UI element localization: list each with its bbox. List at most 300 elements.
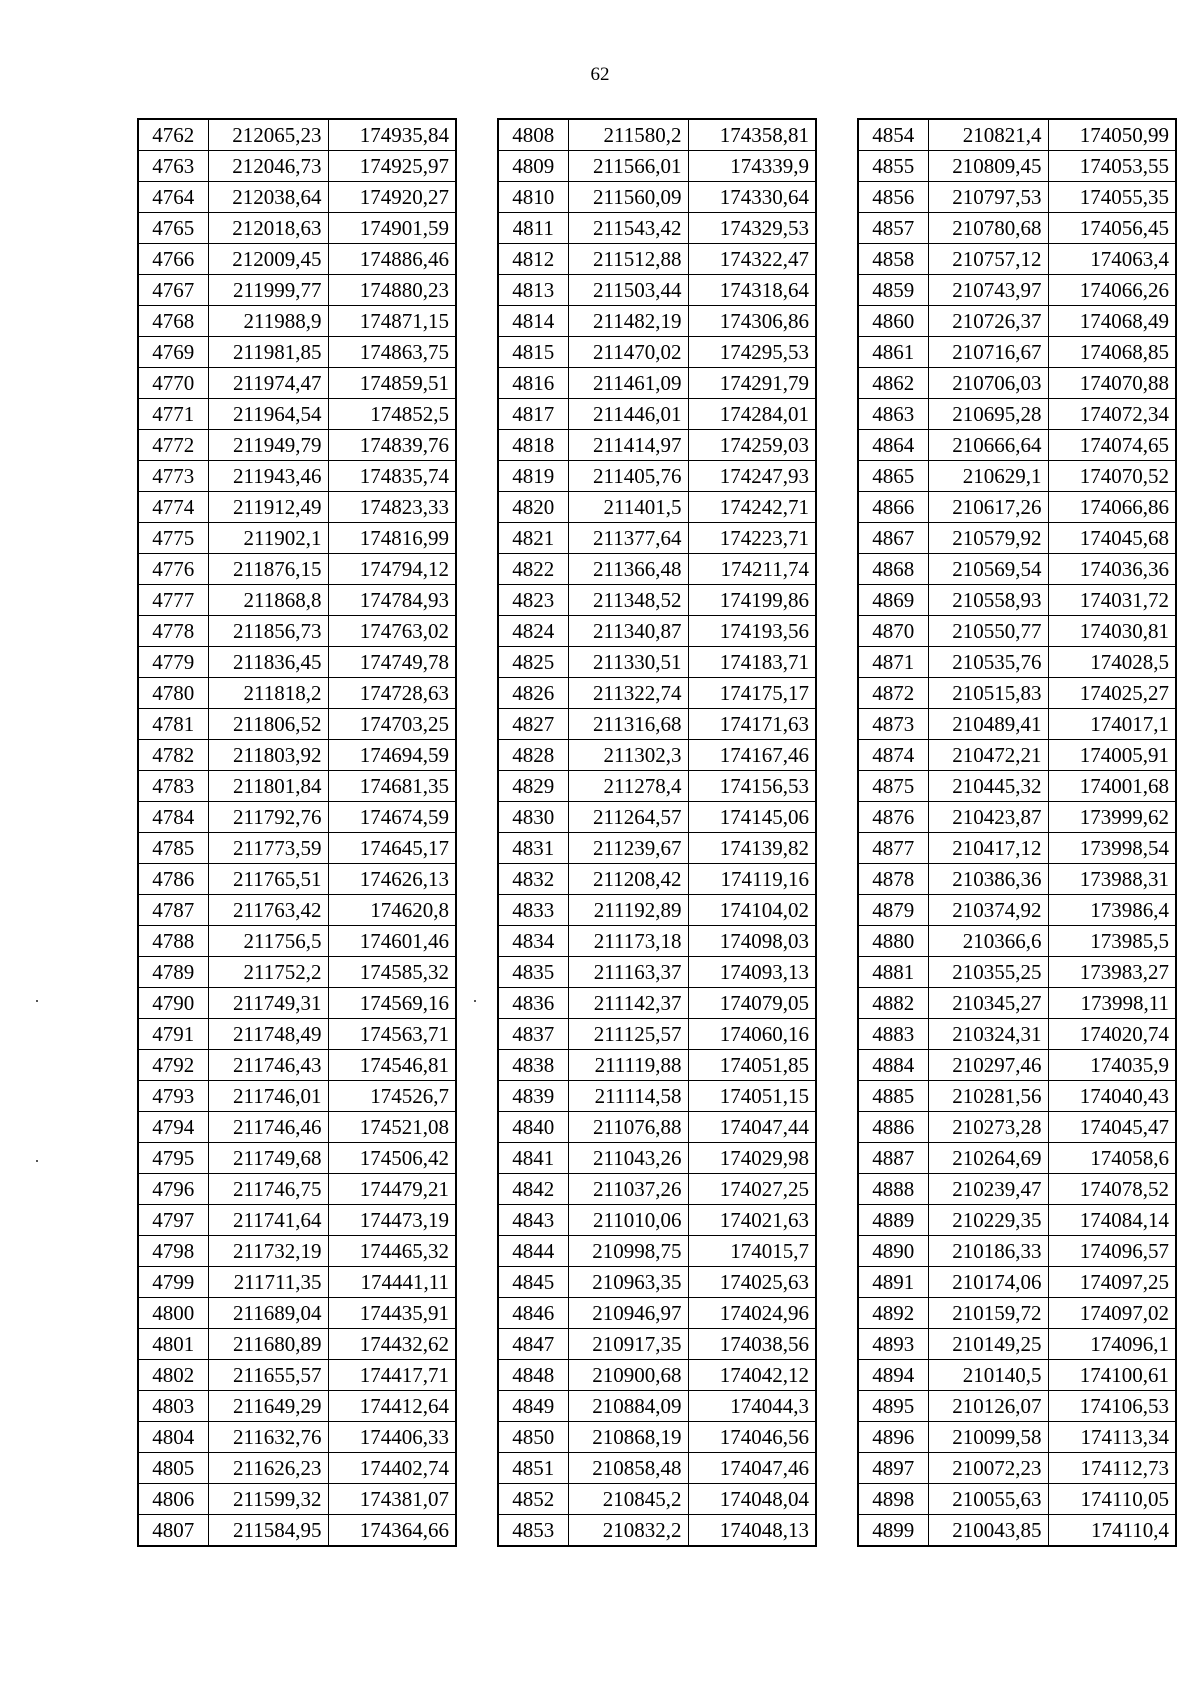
- point-number-cell: 4875: [858, 771, 928, 802]
- x-coordinate-cell: 211836,45: [208, 647, 328, 678]
- table-row: [498, 895, 816, 926]
- x-coordinate-cell: 211748,49: [208, 1019, 328, 1050]
- point-number-cell: 4802: [138, 1360, 208, 1391]
- x-coordinate-cell: 210868,19: [568, 1422, 688, 1453]
- table-row: [858, 1143, 1176, 1174]
- y-coordinate-cell: 174066,26: [1048, 275, 1176, 306]
- table-row: [858, 306, 1176, 337]
- x-coordinate-cell: 211902,1: [208, 523, 328, 554]
- x-coordinate-cell: 210055,63: [928, 1484, 1048, 1515]
- x-coordinate-cell: 210126,07: [928, 1391, 1048, 1422]
- x-coordinate-cell: 211949,79: [208, 430, 328, 461]
- table-row: [498, 926, 816, 957]
- x-coordinate-cell: 211512,88: [568, 244, 688, 275]
- table-row: [498, 461, 816, 492]
- y-coordinate-cell: 174053,55: [1048, 151, 1176, 182]
- x-coordinate-cell: 212046,73: [208, 151, 328, 182]
- page-number: 62: [590, 64, 610, 85]
- point-number-cell: 4838: [498, 1050, 568, 1081]
- table-row: [498, 647, 816, 678]
- table-row: [138, 1484, 456, 1515]
- y-coordinate-cell: 174626,13: [328, 864, 456, 895]
- x-coordinate-cell: 211566,01: [568, 151, 688, 182]
- y-coordinate-cell: 174110,05: [1048, 1484, 1176, 1515]
- point-number-cell: 4792: [138, 1050, 208, 1081]
- x-coordinate-cell: 210229,35: [928, 1205, 1048, 1236]
- x-coordinate-cell: 210099,58: [928, 1422, 1048, 1453]
- table-row: [138, 740, 456, 771]
- x-coordinate-cell: 211765,51: [208, 864, 328, 895]
- table-row: [498, 1236, 816, 1267]
- x-coordinate-cell: 210900,68: [568, 1360, 688, 1391]
- point-number-cell: 4799: [138, 1267, 208, 1298]
- x-coordinate-cell: 210423,87: [928, 802, 1048, 833]
- y-coordinate-cell: 174027,25: [688, 1174, 816, 1205]
- y-coordinate-cell: 174047,44: [688, 1112, 816, 1143]
- x-coordinate-cell: 211964,54: [208, 399, 328, 430]
- x-coordinate-cell: 211818,2: [208, 678, 328, 709]
- y-coordinate-cell: 174042,12: [688, 1360, 816, 1391]
- y-coordinate-cell: 174794,12: [328, 554, 456, 585]
- y-coordinate-cell: 174031,72: [1048, 585, 1176, 616]
- x-coordinate-cell: 211405,76: [568, 461, 688, 492]
- y-coordinate-cell: 174506,42: [328, 1143, 456, 1174]
- point-number-cell: 4790: [138, 988, 208, 1019]
- point-number-cell: 4898: [858, 1484, 928, 1515]
- y-coordinate-cell: 174569,16: [328, 988, 456, 1019]
- point-number-cell: 4839: [498, 1081, 568, 1112]
- y-coordinate-cell: 174247,93: [688, 461, 816, 492]
- x-coordinate-cell: 210297,46: [928, 1050, 1048, 1081]
- x-coordinate-cell: 211711,35: [208, 1267, 328, 1298]
- x-coordinate-cell: 211741,64: [208, 1205, 328, 1236]
- table-row: [498, 1174, 816, 1205]
- x-coordinate-cell: 210550,77: [928, 616, 1048, 647]
- table-row: [858, 895, 1176, 926]
- point-number-cell: 4886: [858, 1112, 928, 1143]
- y-coordinate-cell: 174112,73: [1048, 1453, 1176, 1484]
- point-number-cell: 4823: [498, 585, 568, 616]
- point-number-cell: 4776: [138, 554, 208, 585]
- x-coordinate-cell: 211043,26: [568, 1143, 688, 1174]
- x-coordinate-cell: 211999,77: [208, 275, 328, 306]
- point-number-cell: 4881: [858, 957, 928, 988]
- point-number-cell: 4770: [138, 368, 208, 399]
- y-coordinate-cell: 174097,02: [1048, 1298, 1176, 1329]
- point-number-cell: 4872: [858, 678, 928, 709]
- table-row: [138, 1453, 456, 1484]
- x-coordinate-cell: 211330,51: [568, 647, 688, 678]
- y-coordinate-cell: 174038,56: [688, 1329, 816, 1360]
- table-row: [138, 1236, 456, 1267]
- y-coordinate-cell: 173986,4: [1048, 895, 1176, 926]
- point-number-cell: 4834: [498, 926, 568, 957]
- x-coordinate-cell: 211584,95: [208, 1515, 328, 1547]
- point-number-cell: 4841: [498, 1143, 568, 1174]
- y-coordinate-cell: 174063,4: [1048, 244, 1176, 275]
- x-coordinate-cell: 211655,57: [208, 1360, 328, 1391]
- x-coordinate-cell: 210374,92: [928, 895, 1048, 926]
- table-row: [138, 616, 456, 647]
- y-coordinate-cell: 174070,88: [1048, 368, 1176, 399]
- table-row: [858, 554, 1176, 585]
- point-number-cell: 4829: [498, 771, 568, 802]
- y-coordinate-cell: 174045,68: [1048, 523, 1176, 554]
- x-coordinate-cell: 210617,26: [928, 492, 1048, 523]
- y-coordinate-cell: 174005,91: [1048, 740, 1176, 771]
- x-coordinate-cell: 210821,4: [928, 119, 1048, 151]
- x-coordinate-cell: 211401,5: [568, 492, 688, 523]
- point-number-cell: 4853: [498, 1515, 568, 1547]
- x-coordinate-cell: 211689,04: [208, 1298, 328, 1329]
- point-number-cell: 4877: [858, 833, 928, 864]
- table-row: [858, 523, 1176, 554]
- table-row: [498, 833, 816, 864]
- y-coordinate-cell: 174546,81: [328, 1050, 456, 1081]
- y-coordinate-cell: 174171,63: [688, 709, 816, 740]
- x-coordinate-cell: 210963,35: [568, 1267, 688, 1298]
- x-coordinate-cell: 211876,15: [208, 554, 328, 585]
- y-coordinate-cell: 174901,59: [328, 213, 456, 244]
- point-number-cell: 4789: [138, 957, 208, 988]
- point-number-cell: 4854: [858, 119, 928, 151]
- y-coordinate-cell: 174035,9: [1048, 1050, 1176, 1081]
- point-number-cell: 4767: [138, 275, 208, 306]
- y-coordinate-cell: 174020,74: [1048, 1019, 1176, 1050]
- point-number-cell: 4874: [858, 740, 928, 771]
- table-row: [138, 1019, 456, 1050]
- point-number-cell: 4813: [498, 275, 568, 306]
- x-coordinate-cell: 211752,2: [208, 957, 328, 988]
- y-coordinate-cell: 174585,32: [328, 957, 456, 988]
- x-coordinate-cell: 210273,28: [928, 1112, 1048, 1143]
- y-coordinate-cell: 174417,71: [328, 1360, 456, 1391]
- x-coordinate-cell: 211173,18: [568, 926, 688, 957]
- x-coordinate-cell: 210998,75: [568, 1236, 688, 1267]
- point-number-cell: 4800: [138, 1298, 208, 1329]
- y-coordinate-cell: 173998,11: [1048, 988, 1176, 1019]
- table-row: [498, 213, 816, 244]
- y-coordinate-cell: 174025,63: [688, 1267, 816, 1298]
- table-row: [858, 740, 1176, 771]
- point-number-cell: 4843: [498, 1205, 568, 1236]
- table-row: [858, 1360, 1176, 1391]
- table-row: [498, 275, 816, 306]
- point-number-cell: 4837: [498, 1019, 568, 1050]
- table-row: [858, 182, 1176, 213]
- x-coordinate-cell: 210569,54: [928, 554, 1048, 585]
- point-number-cell: 4890: [858, 1236, 928, 1267]
- point-number-cell: 4857: [858, 213, 928, 244]
- table-row: [138, 306, 456, 337]
- point-number-cell: 4864: [858, 430, 928, 461]
- y-coordinate-cell: 174104,02: [688, 895, 816, 926]
- point-number-cell: 4885: [858, 1081, 928, 1112]
- point-number-cell: 4812: [498, 244, 568, 275]
- table-row: [138, 1205, 456, 1236]
- table-row: [858, 1050, 1176, 1081]
- y-coordinate-cell: 174028,5: [1048, 647, 1176, 678]
- table-row: [858, 275, 1176, 306]
- point-number-cell: 4852: [498, 1484, 568, 1515]
- x-coordinate-cell: 210366,6: [928, 926, 1048, 957]
- y-coordinate-cell: 174259,03: [688, 430, 816, 461]
- table-row: [498, 337, 816, 368]
- point-number-cell: 4844: [498, 1236, 568, 1267]
- point-number-cell: 4766: [138, 244, 208, 275]
- point-number-cell: 4782: [138, 740, 208, 771]
- y-coordinate-cell: 174110,4: [1048, 1515, 1176, 1547]
- table-row: [498, 244, 816, 275]
- scan-speck: [474, 1000, 476, 1002]
- x-coordinate-cell: 211632,76: [208, 1422, 328, 1453]
- x-coordinate-cell: 210706,03: [928, 368, 1048, 399]
- x-coordinate-cell: 211482,19: [568, 306, 688, 337]
- point-number-cell: 4871: [858, 647, 928, 678]
- x-coordinate-cell: 211773,59: [208, 833, 328, 864]
- x-coordinate-cell: 211988,9: [208, 306, 328, 337]
- x-coordinate-cell: 211680,89: [208, 1329, 328, 1360]
- y-coordinate-cell: 174925,97: [328, 151, 456, 182]
- x-coordinate-cell: 211163,37: [568, 957, 688, 988]
- point-number-cell: 4796: [138, 1174, 208, 1205]
- point-number-cell: 4821: [498, 523, 568, 554]
- table-row: [498, 1422, 816, 1453]
- x-coordinate-cell: 211316,68: [568, 709, 688, 740]
- table-row: [858, 1422, 1176, 1453]
- point-number-cell: 4851: [498, 1453, 568, 1484]
- coordinates-table-1: [137, 118, 457, 1547]
- x-coordinate-cell: 211366,48: [568, 554, 688, 585]
- y-coordinate-cell: 174406,33: [328, 1422, 456, 1453]
- table-row: [138, 1112, 456, 1143]
- y-coordinate-cell: 174521,08: [328, 1112, 456, 1143]
- y-coordinate-cell: 174886,46: [328, 244, 456, 275]
- table-row: [138, 709, 456, 740]
- table-row: [858, 368, 1176, 399]
- y-coordinate-cell: 174318,64: [688, 275, 816, 306]
- table-row: [498, 368, 816, 399]
- table-row: [138, 1515, 456, 1547]
- x-coordinate-cell: 212009,45: [208, 244, 328, 275]
- table-row: [858, 1236, 1176, 1267]
- x-coordinate-cell: 211076,88: [568, 1112, 688, 1143]
- y-coordinate-cell: 174015,7: [688, 1236, 816, 1267]
- y-coordinate-cell: 174045,47: [1048, 1112, 1176, 1143]
- table-row: [138, 523, 456, 554]
- table-row: [138, 1329, 456, 1360]
- y-coordinate-cell: 174358,81: [688, 119, 816, 151]
- x-coordinate-cell: 212038,64: [208, 182, 328, 213]
- point-number-cell: 4791: [138, 1019, 208, 1050]
- x-coordinate-cell: 211599,32: [208, 1484, 328, 1515]
- table-row: [138, 275, 456, 306]
- point-number-cell: 4794: [138, 1112, 208, 1143]
- x-coordinate-cell: 211142,37: [568, 988, 688, 1019]
- y-coordinate-cell: 174036,36: [1048, 554, 1176, 585]
- point-number-cell: 4825: [498, 647, 568, 678]
- y-coordinate-cell: 174284,01: [688, 399, 816, 430]
- table-row: [138, 957, 456, 988]
- x-coordinate-cell: 210472,21: [928, 740, 1048, 771]
- table-row: [498, 554, 816, 585]
- point-number-cell: 4769: [138, 337, 208, 368]
- table-row: [858, 616, 1176, 647]
- table-row: [138, 647, 456, 678]
- point-number-cell: 4882: [858, 988, 928, 1019]
- point-number-cell: 4860: [858, 306, 928, 337]
- point-number-cell: 4879: [858, 895, 928, 926]
- x-coordinate-cell: 210845,2: [568, 1484, 688, 1515]
- x-coordinate-cell: 210239,47: [928, 1174, 1048, 1205]
- x-coordinate-cell: 210726,37: [928, 306, 1048, 337]
- y-coordinate-cell: 173988,31: [1048, 864, 1176, 895]
- y-coordinate-cell: 174024,96: [688, 1298, 816, 1329]
- point-number-cell: 4891: [858, 1267, 928, 1298]
- x-coordinate-cell: 211278,4: [568, 771, 688, 802]
- x-coordinate-cell: 211446,01: [568, 399, 688, 430]
- point-number-cell: 4781: [138, 709, 208, 740]
- y-coordinate-cell: 174119,16: [688, 864, 816, 895]
- y-coordinate-cell: 174412,64: [328, 1391, 456, 1422]
- table-row: [858, 1205, 1176, 1236]
- point-number-cell: 4883: [858, 1019, 928, 1050]
- y-coordinate-cell: 174098,03: [688, 926, 816, 957]
- y-coordinate-cell: 174694,59: [328, 740, 456, 771]
- x-coordinate-cell: 211414,97: [568, 430, 688, 461]
- y-coordinate-cell: 174048,13: [688, 1515, 816, 1547]
- x-coordinate-cell: 211801,84: [208, 771, 328, 802]
- x-coordinate-cell: 210716,67: [928, 337, 1048, 368]
- y-coordinate-cell: 174093,13: [688, 957, 816, 988]
- x-coordinate-cell: 210797,53: [928, 182, 1048, 213]
- y-coordinate-cell: 174329,53: [688, 213, 816, 244]
- x-coordinate-cell: 211763,42: [208, 895, 328, 926]
- y-coordinate-cell: 174784,93: [328, 585, 456, 616]
- x-coordinate-cell: 210515,83: [928, 678, 1048, 709]
- point-number-cell: 4859: [858, 275, 928, 306]
- y-coordinate-cell: 174620,8: [328, 895, 456, 926]
- y-coordinate-cell: 174084,14: [1048, 1205, 1176, 1236]
- table-row: [138, 1050, 456, 1081]
- x-coordinate-cell: 210558,93: [928, 585, 1048, 616]
- x-coordinate-cell: 210695,28: [928, 399, 1048, 430]
- x-coordinate-cell: 210186,33: [928, 1236, 1048, 1267]
- x-coordinate-cell: 210489,41: [928, 709, 1048, 740]
- y-coordinate-cell: 174920,27: [328, 182, 456, 213]
- x-coordinate-cell: 211856,73: [208, 616, 328, 647]
- y-coordinate-cell: 174295,53: [688, 337, 816, 368]
- table-row: [138, 585, 456, 616]
- y-coordinate-cell: 174193,56: [688, 616, 816, 647]
- x-coordinate-cell: 210743,97: [928, 275, 1048, 306]
- y-coordinate-cell: 174055,35: [1048, 182, 1176, 213]
- x-coordinate-cell: 211377,64: [568, 523, 688, 554]
- x-coordinate-cell: 210629,1: [928, 461, 1048, 492]
- y-coordinate-cell: 174223,71: [688, 523, 816, 554]
- point-number-cell: 4778: [138, 616, 208, 647]
- point-number-cell: 4774: [138, 492, 208, 523]
- x-coordinate-cell: 211192,89: [568, 895, 688, 926]
- point-number-cell: 4801: [138, 1329, 208, 1360]
- point-number-cell: 4842: [498, 1174, 568, 1205]
- x-coordinate-cell: 211119,88: [568, 1050, 688, 1081]
- y-coordinate-cell: 174322,47: [688, 244, 816, 275]
- point-number-cell: 4827: [498, 709, 568, 740]
- x-coordinate-cell: 210417,12: [928, 833, 1048, 864]
- table-row: [858, 864, 1176, 895]
- y-coordinate-cell: 174021,63: [688, 1205, 816, 1236]
- x-coordinate-cell: 210159,72: [928, 1298, 1048, 1329]
- table-row: [858, 430, 1176, 461]
- point-number-cell: 4896: [858, 1422, 928, 1453]
- x-coordinate-cell: 211746,43: [208, 1050, 328, 1081]
- point-number-cell: 4895: [858, 1391, 928, 1422]
- point-number-cell: 4884: [858, 1050, 928, 1081]
- table-row: [138, 802, 456, 833]
- table-row: [858, 988, 1176, 1019]
- table-row: [858, 926, 1176, 957]
- point-number-cell: 4765: [138, 213, 208, 244]
- x-coordinate-cell: 211302,3: [568, 740, 688, 771]
- y-coordinate-cell: 174852,5: [328, 399, 456, 430]
- x-coordinate-cell: 211649,29: [208, 1391, 328, 1422]
- y-coordinate-cell: 174060,16: [688, 1019, 816, 1050]
- point-number-cell: 4795: [138, 1143, 208, 1174]
- point-number-cell: 4868: [858, 554, 928, 585]
- table-row: [498, 1484, 816, 1515]
- table-row: [138, 988, 456, 1019]
- point-number-cell: 4848: [498, 1360, 568, 1391]
- x-coordinate-cell: 211746,01: [208, 1081, 328, 1112]
- table-row: [858, 1081, 1176, 1112]
- point-number-cell: 4822: [498, 554, 568, 585]
- y-coordinate-cell: 174156,53: [688, 771, 816, 802]
- x-coordinate-cell: 211912,49: [208, 492, 328, 523]
- x-coordinate-cell: 210946,97: [568, 1298, 688, 1329]
- table-row: [498, 492, 816, 523]
- table-row: [858, 1453, 1176, 1484]
- y-coordinate-cell: 174839,76: [328, 430, 456, 461]
- x-coordinate-cell: 210832,2: [568, 1515, 688, 1547]
- y-coordinate-cell: 174051,85: [688, 1050, 816, 1081]
- y-coordinate-cell: 174880,23: [328, 275, 456, 306]
- y-coordinate-cell: 174167,46: [688, 740, 816, 771]
- table-row: [498, 1298, 816, 1329]
- table-row: [498, 1081, 816, 1112]
- y-coordinate-cell: 174068,85: [1048, 337, 1176, 368]
- point-number-cell: 4856: [858, 182, 928, 213]
- scan-speck: [36, 1160, 38, 1162]
- table-row: [498, 523, 816, 554]
- table-row: [498, 399, 816, 430]
- point-number-cell: 4869: [858, 585, 928, 616]
- x-coordinate-cell: 210884,09: [568, 1391, 688, 1422]
- x-coordinate-cell: 211322,74: [568, 678, 688, 709]
- point-number-cell: 4828: [498, 740, 568, 771]
- table-row: [858, 678, 1176, 709]
- x-coordinate-cell: 210917,35: [568, 1329, 688, 1360]
- table-row: [498, 306, 816, 337]
- y-coordinate-cell: 174465,32: [328, 1236, 456, 1267]
- x-coordinate-cell: 211543,42: [568, 213, 688, 244]
- y-coordinate-cell: 174106,53: [1048, 1391, 1176, 1422]
- point-number-cell: 4870: [858, 616, 928, 647]
- y-coordinate-cell: 174040,43: [1048, 1081, 1176, 1112]
- x-coordinate-cell: 210386,36: [928, 864, 1048, 895]
- table-row: [138, 1267, 456, 1298]
- y-coordinate-cell: 174145,06: [688, 802, 816, 833]
